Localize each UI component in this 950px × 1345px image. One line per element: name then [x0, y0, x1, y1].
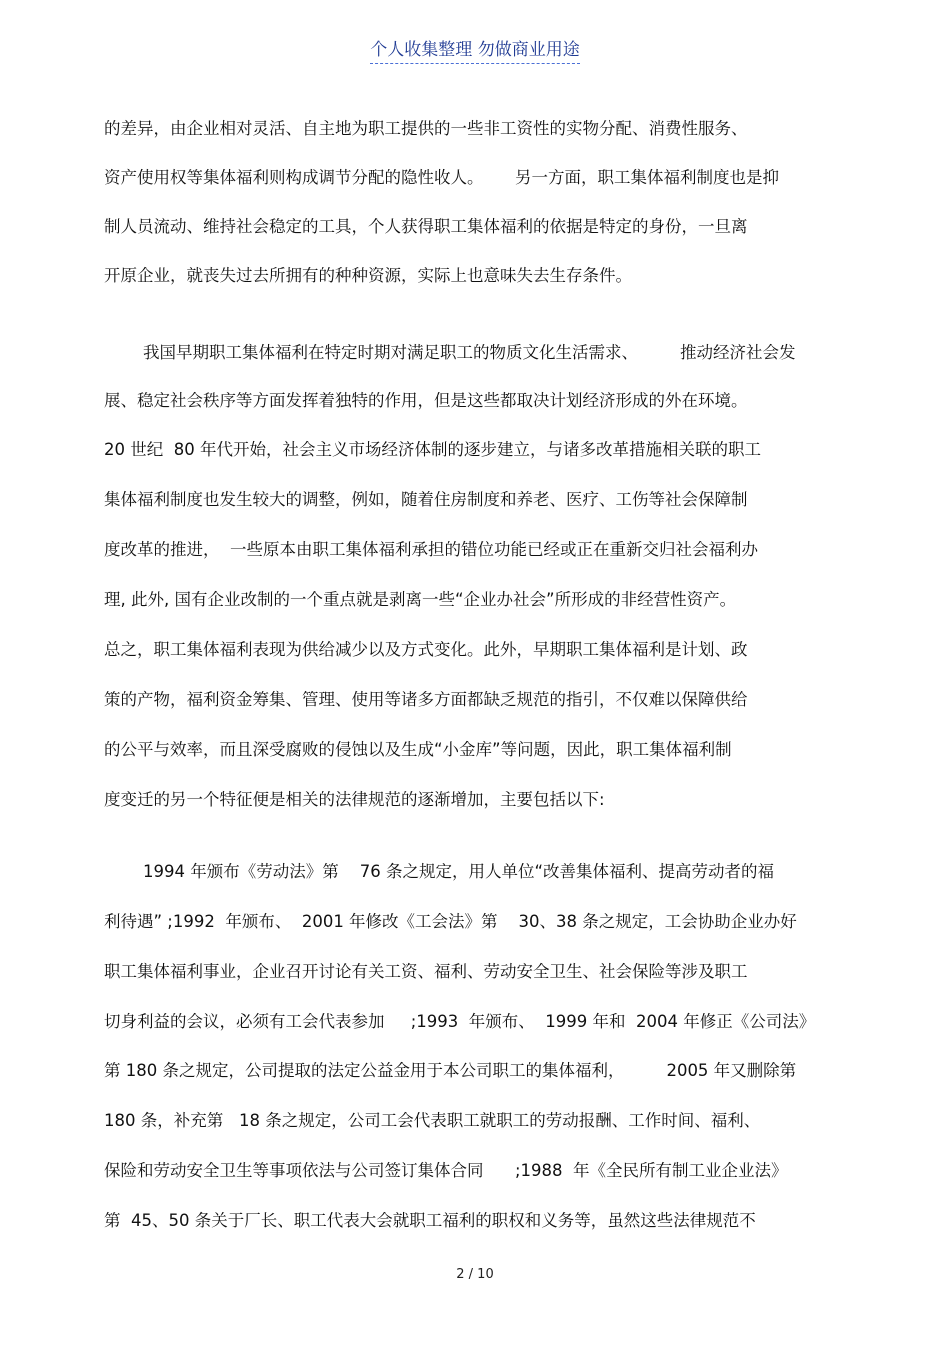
paragraph-line: 的差异，由企业相对灵活、自主地为职工提供的一些非工资性的实物分配、消费性服务、 — [104, 119, 748, 138]
paragraph-line: 集体福利制度也发生较大的调整，例如，随着住房制度和养老、医疗、工伤等社会保障制 — [104, 490, 748, 509]
paragraph-line: 保险和劳动安全卫生等事项依法与公司签订集体合同 ;1988 年《全民所有制工业企业法》 — [104, 1161, 788, 1180]
paragraph-line: 职工集体福利事业，企业召开讨论有关工资、福利、劳动安全卫生、社会保险等涉及职工 — [104, 962, 748, 981]
paragraph-line: 我国早期职工集体福利在特定时期对满足职工的物质文化生活需求、 推动经济社会发 — [143, 343, 796, 362]
paragraph-line: 切身利益的会议，必须有工会代表参加 ;1993 年颁布、 1999 年和 2004 年修正《公司法》 — [104, 1012, 816, 1031]
paragraph-line: 理, 此外, 国有企业改制的一个重点就是剥离一些“企业办社会”所形成的非经营性资产。 — [104, 590, 737, 609]
paragraph-line: 的公平与效率，而且深受腐败的侵蚀以及生成“小金库”等问题，因此，职工集体福利制 — [104, 740, 732, 759]
paragraph-line: 180 条，补充第 18 条之规定，公司工会代表职工就职工的劳动报酬、工作时间、福利、 — [104, 1111, 761, 1130]
paragraph-line: 1994 年颁布《劳动法》第 76 条之规定，用人单位“改善集体福利、提高劳动者的福 — [143, 862, 775, 881]
paragraph-line: 总之，职工集体福利表现为供给减少以及方式变化。此外，早期职工集体福利是计划、政 — [104, 640, 748, 659]
paragraph-line: 制人员流动、维持社会稳定的工具，个人获得职工集体福利的依据是特定的身份，一旦离 — [104, 217, 748, 236]
paragraph-line: 利待遇” ;1992 年颁布、 2001 年修改《工会法》第 30、38 条之规定，工会协助企业办好 — [104, 912, 797, 931]
page-footer — [0, 1266, 950, 1284]
paragraph-line: 度变迁的另一个特征便是相关的法律规范的逐渐增加，主要包括以下: — [104, 790, 605, 809]
paragraph-line: 策的产物，福利资金筹集、管理、使用等诸多方面都缺乏规范的指引，不仅难以保障供给 — [104, 690, 748, 709]
paragraph-line: 第 45、50 条关于厂长、职工代表大会就职工福利的职权和义务等，虽然这些法律规范不 — [104, 1211, 756, 1230]
page-header — [0, 38, 950, 62]
page-number: 2 / 10 — [456, 1267, 494, 1282]
paragraph-line: 20 世纪 80 年代开始，社会主义市场经济体制的逐步建立，与诸多改革措施相关联的职工 — [104, 440, 761, 459]
paragraph-line: 开原企业，就丧失过去所拥有的种种资源，实际上也意味失去生存条件。 — [104, 266, 632, 285]
header-text: 个人收集整理 勿做商业用途 — [370, 40, 579, 64]
paragraph-line: 资产使用权等集体福利则构成调节分配的隐性收人。 另一方面，职工集体福利制度也是抑 — [104, 168, 779, 187]
paragraph-line: 展、稳定社会秩序等方面发挥着独特的作用，但是这些都取决计划经济形成的外在环境。 — [104, 391, 748, 410]
paragraph-line: 度改革的推进， 一些原本由职工集体福利承担的错位功能已经或正在重新交归社会福利办 — [104, 540, 758, 559]
paragraph-line: 第 180 条之规定，公司提取的法定公益金用于本公司职工的集体福利， 2005 年又删除第 — [104, 1061, 797, 1080]
